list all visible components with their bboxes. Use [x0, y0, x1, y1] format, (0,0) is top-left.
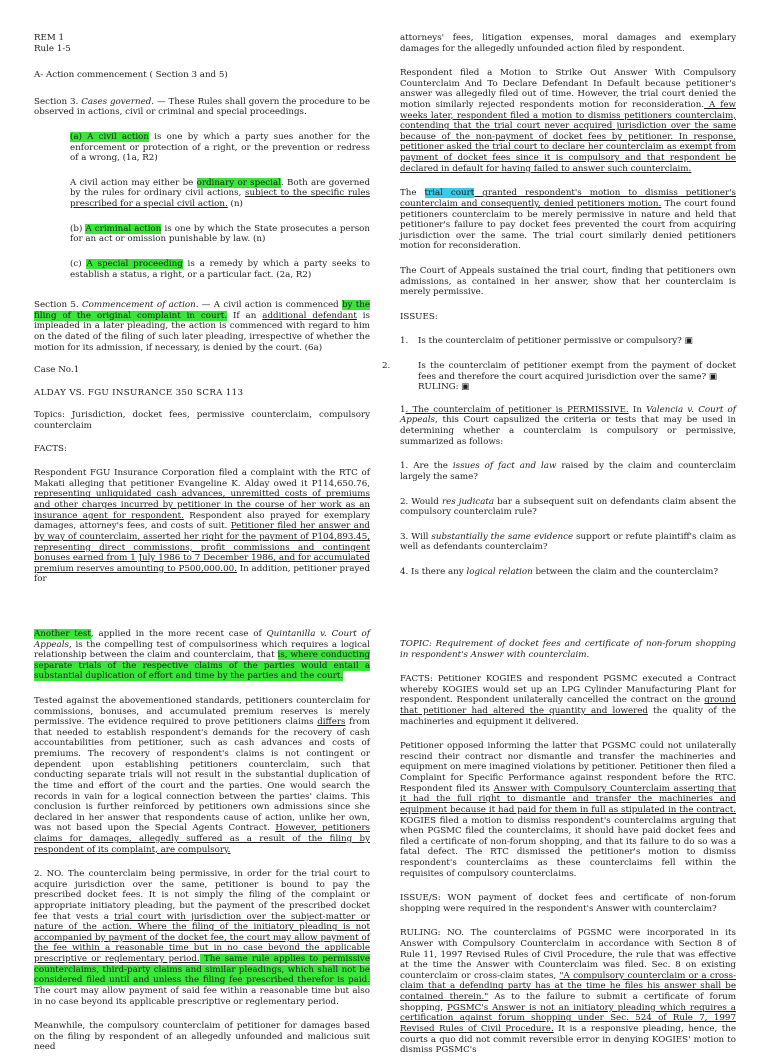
section-5-title: Commencement of action. [81, 300, 199, 311]
civil-kinds-text: A civil action may either be [70, 177, 197, 188]
opposed-text-a: Petitioner opposed informing the latter that PGSMC could not unilaterally rescind their contract nor dismantle and transfer the machineries and equipment on mere imagined violations by petitioner. Petitioner then filed a Complaint for Specific Performance against respondent before the RTC. Respondent filed its [400, 741, 736, 794]
trial-court-highlight: trial court [424, 188, 475, 199]
ruling-1-number: 1 [400, 404, 406, 415]
facts-text-a: Respondent FGU Insurance Corporation filed a complaint with the RTC of Makati alleging that petitioner Evangeline K. Alday owed it P114,650.76, [34, 468, 370, 489]
special-prefix: (c) [70, 258, 87, 269]
test-3-a: 3. Will [400, 531, 432, 542]
test-2-a: 2. Would [400, 496, 442, 507]
another-test-text-a: , applied in the more recent case of [90, 629, 267, 639]
section-5-highlight: by the filing of the original complaint in court. [34, 300, 370, 321]
criminal-action-label: A criminal action [85, 223, 162, 234]
ruling-1-paragraph [400, 405, 736, 447]
kogies-ruling-underline-2: PGSMC's Answer is not an initiatory pleading which requires a certification against forum shopping under Sec. 524 of Rule 7, 1997 Revised Rules of Civil Procedure. [400, 1002, 736, 1034]
another-test-paragraph [34, 629, 370, 682]
tested-underline: differs [317, 717, 346, 728]
topic-docket-fees: TOPIC: Requirement of docket fees and certificate of non-forum shopping in respondent's Answer with counterclaim. [400, 639, 736, 660]
left-column-top [34, 33, 370, 585]
special-proceeding-label: A special proceeding [86, 258, 183, 269]
ruling-label: RULING: [418, 382, 462, 393]
another-test-highlight: Another test [34, 629, 91, 639]
issue-2-text: Is the counterclaim of petitioner exempt from the payment of docket fees and therefore the court acquired jurisdiction over the same? [418, 361, 736, 382]
kogies-facts-underline: ground that petitioner had altered the quantity and lowered [400, 695, 736, 717]
motion-text: Respondent filed a Motion to Strike Out Answer With Compulsory Counterclaim And To Declare Defendant In Default because petitioner's answer was allegedly filed out of time. However, the trial court denied the motion similarly rejected respondents motion for reconsideration. [400, 68, 736, 111]
kogies-issue: ISSUE/S: WON payment of docket fees and certificate of non-forum shopping were required in the respondent's Answer with counterclaim? [400, 893, 736, 914]
ruling-1-underline: . The counterclaim of petitioner is PERMISSIVE. [405, 404, 629, 415]
case-number: Case No.1 [34, 365, 80, 376]
test-3-b: support or refute plaintiff's claim as well as defendants counterclaim? [400, 531, 736, 553]
facts-underline-1: representing unliquidated cash advances, unremitted costs of premiums and other charges incurred by petitioner in the course of her work as an insurance agent for respondent. [34, 489, 370, 521]
test-4-italic: logical relation [466, 566, 533, 577]
criminal-action-body: is one by which the State prosecutes a person for an act or omission punishable by law. (n) [70, 223, 370, 245]
test-1-italic: issues of fact and law [452, 461, 557, 472]
issue-1-number: 1. [400, 336, 409, 347]
test-2-b: bar a subsequent suit on defendants claim absent the compulsory counterclaim rule? [400, 496, 736, 518]
case-topics: Topics: Jurisdiction, docket fees, permissive counterclaim, compulsory counterclaim [34, 410, 370, 432]
issue-1 [400, 336, 736, 347]
special-proceeding-definition [70, 259, 370, 280]
issue-1-text: Is the counterclaim of petitioner permissive or compulsory? [418, 336, 685, 347]
right-column-bottom [400, 639, 736, 1056]
section-3-label: Section 3. [34, 96, 79, 107]
compelling-test-highlight: is, where conducting separate trials of the respective claims of the parties would entail a substantial duplication of effort and time by the parties and the court. [34, 650, 370, 682]
issue-2-number: 2. [382, 361, 391, 372]
section-5-text-3: is impleaded in a later pleading, the action is commenced with regard to him on the dated of the filing of such later pleading, irrespective of whether the motion for its admission, if necessary, is denied by the court. (6a) [34, 310, 370, 353]
issues-heading: ISSUES: [400, 311, 438, 322]
kogies-facts-text-b: the quality of the machineries and equipment it delivered. [400, 706, 736, 727]
civil-kinds-end: (n) [227, 199, 243, 210]
box-glyph-icon: ▣ [684, 336, 693, 347]
box-glyph-icon: ▣ [708, 371, 718, 382]
quintanilla-case-name: Quintanilla v. Court of Appeals [34, 629, 370, 650]
rule-heading: Rule 1-5 [34, 43, 71, 54]
motion-underline: A few weeks later, respondent filed a motion to dismiss petitioners counterclaim, contending that the trial court never acquired jurisdiction over the same because of the non-payment of docket fees by petitioner. In response, petitioner asked the trial court to declare her counterclaim as exempt from payment of docket fees since it is compulsory and that respondent be declared in default for having failed to answer such counterclaim. [400, 100, 736, 174]
ruling-2-underline: trial court with jurisdiction over the subject-matter or nature of the action. Where the filing of the initiatory pleading is not accompanied by payment of the docket fee, the court may allow payment of the fee within a reasonable time but in no case beyond the applicable prescriptive or reglementary period. [34, 911, 370, 965]
section-3-title: Cases governed. [81, 96, 155, 107]
tested-text-a: Tested against the abovementioned standards, petitioners counterclaim for commissions, bonuses, and accumulated premium reserves is merely permissive. The evidence required to prove petitioners claims [34, 696, 370, 728]
motion-paragraph [400, 68, 736, 174]
test-4-a: 4. Is there any [400, 566, 467, 577]
another-test-text-b: , is the compelling test of compulsoriness which requires a logical relationship between the claim and counterclaim, that [34, 639, 370, 661]
tested-text-b: from that needed to establish respondent's demands for the recovery of cash accountabilities from petitioner, such as cash advances and costs of premiums. The recovery of respondent's claims is not contingent or dependent upon establishing petitioners counterclaim, such that conducting separate trials will not result in the substantial duplication of the time and effort of the court and the parties. One would search the records in vain for a logical connection between the parties' claims. This conclusion is further reinforced by petitioners own admissions since she declared in her answer that respondents cause of action, unlike her own, was not based upon the Special Agents Contract. [34, 717, 370, 834]
trial-court-rest: The court found petitioners counterclaim to be merely permissive in nature and held that petitioner's failure to pay docket fees prevented the court from acquiring jurisdiction over the same. The trial court similarly denied petitioners motion for reconsideration. [400, 198, 736, 252]
civil-action-body: is one by which a party sues another for the enforcement or protection of a right, or the prevention or redress of a wrong, (1a, R2) [70, 132, 370, 164]
opposed-text-b: KOGIES filed a motion to dismiss respondent's counterclaims arguing that when PGSMC filed the counterclaims, it should have paid docket fees and filed a certificate of non-forum shopping, and that its failure to do so was a fatal defect. The RTC dismissed the petitioner's motion to dismiss respondent's counterclaims as these counterclaims fell within the requisites of compulsory counterclaims. [400, 815, 736, 879]
section-5-underline: additional defendant [262, 310, 357, 321]
criminal-action-definition [70, 224, 370, 245]
left-column-bottom [34, 629, 370, 1053]
test-3-italic: substantially the same evidence [431, 531, 574, 542]
case-title: ALDAY VS. FGU INSURANCE 350 SCRA 113 [34, 387, 244, 398]
issue-2 [382, 361, 736, 393]
civil-kinds-highlight: ordinary or special [196, 177, 281, 188]
test-1 [400, 461, 736, 482]
civil-kinds-mid: . Both are governed by the rules for ordinary civil actions, [70, 177, 371, 199]
section-5-label: Section 5. [34, 300, 82, 311]
facts-underline-2: Petitioner filed her answer and by way of counterclaim, asserted her right for the payment of P104,893.45, representing direct commissions, profit commissions and contingent bonuses earned from 1 July 1986 to 7 December 1986, and for accumulated premium reserves amounting to P500,000.00. [34, 521, 370, 574]
test-2-italic: res judicata [441, 496, 495, 507]
special-proceeding-body: is a remedy by which a party seeks to establish a status, a right, or a particular fact. (2a, R2) [70, 258, 371, 280]
kogies-facts-text-a: FACTS: Petitioner KOGIES and respondent PGSMC executed a Contract whereby KOGIES would set up an LPG Cylinder Manufacturing Plant for respondent. Respondent unilaterally cancelled the contract on the [400, 674, 736, 706]
ruling-1-case-name: Valencia v. Court of Appeals [400, 404, 736, 426]
court-of-appeals-paragraph: The Court of Appeals sustained the trial court, finding that petitioners own admissions, as contained in her answer, show that her counterclaim is merely permissive. [400, 265, 736, 298]
trial-court-pre: The [400, 188, 425, 199]
tested-underline-2: However, petitioners claims for damages, allegedly suffered as a result of the filing by respondent of its complaint, are compulsory. [34, 823, 370, 855]
kogies-ruling-text-a: RULING: NO. The counterclaims of PGSMC were incorporated in its Answer with Compulsory Counterclaim in accordance with Section 8 of Rule 11, 1997 Revised Rules of Civil Procedure, the rule that was effective at the time the Answer with Counterclaim was filed. Sec. 8 on existing counterclaim or cross-claim states, [400, 928, 736, 981]
facts-text-c: In addition, petitioner prayed for [34, 563, 371, 585]
facts-text-b: Respondent also prayed for exemplary damages, attorney's fees, and costs of suit. [34, 510, 370, 532]
civil-action-definition [70, 132, 370, 164]
box-glyph-icon: ▣ [461, 382, 470, 393]
facts-heading: FACTS: [34, 443, 67, 454]
section-5-text-1: — A civil action is commenced [198, 300, 342, 311]
test-3 [400, 532, 736, 553]
subject-heading: REM 1 [34, 33, 65, 43]
test-4-b: between the claim and the counterclaim? [532, 566, 718, 577]
ruling-1-text-a: In [628, 404, 647, 415]
kogies-ruling-text-b: As to the failure to submit a certificate of forum shopping, [400, 992, 736, 1013]
kogies-facts-paragraph [400, 674, 736, 727]
opposed-underline: Answer with Compulsory Counterclaim asserting that it had the full right to dismantle and transfer the machineries and equipment because it had paid for them in full as stipulated in the contract. [400, 783, 737, 815]
ruling-2-text-a: 2. NO. The counterclaim being permissive, in order for the trial court to acquire jurisdiction over the same, petitioner is bound to pay the prescribed docket fees. It is not simply the filing of the complaint or appropriate initiatory pleading, but the payment of the prescribed docket fee that vests a [34, 869, 370, 922]
section-3-body: — These Rules shall govern the procedure to be observed in actions, civil or criminal and special proceedings. [34, 96, 371, 118]
criminal-prefix: (b) [70, 223, 86, 234]
section-3-paragraph [34, 97, 370, 118]
civil-kinds-underline: subject to the specific rules prescribed for a special civil action. [70, 188, 370, 210]
test-1-a: 1. Are the [400, 461, 453, 472]
ruling-2-paragraph [34, 869, 370, 1007]
test-4 [400, 567, 736, 578]
topic-a-heading: A- Action commencement ( Section 3 and 5) [34, 70, 228, 81]
petitioner-opposed-paragraph [400, 741, 736, 879]
meanwhile-paragraph: Meanwhile, the compulsory counterclaim of petitioner for damages based on the filing by respondent of an allegedly unfounded and malicious suit need [34, 1021, 370, 1053]
tested-against-paragraph [34, 696, 370, 855]
section-5-text-2: If an [227, 310, 263, 321]
section-5-paragraph [34, 300, 370, 353]
trial-court-paragraph [400, 188, 736, 252]
kogies-ruling-underline-1: "A compulsory counterclaim or a cross-claim that a defending party has at the time he files his answer shall be contained therein." [400, 970, 736, 1003]
case-facts-paragraph [34, 468, 370, 585]
ruling-2-text-b: The court may allow payment of said fee within a reasonable time but also in no case beyond its applicable prescriptive or reglementary period. [34, 985, 370, 1007]
test-2 [400, 497, 736, 518]
kogies-ruling-text-c: It is a responsive pleading, hence, the courts a quo did not commit reversible error in denying KOGIES' motion to dismiss PGSMC's [400, 1023, 736, 1056]
civil-action-kinds [70, 178, 370, 210]
kogies-ruling-paragraph [400, 928, 736, 1055]
continued-paragraph: attorneys' fees, litigation expenses, moral damages and exemplary damages for the allegedly unfounded action filed by respondent. [400, 33, 736, 54]
trial-court-underline: granted respondent's motion to dismiss petitioner's counterclaim and consequently, denied petitioners motion. [400, 188, 737, 209]
ruling-2-highlight: The same rule applies to permissive counterclaims, third-party claims and similar pleadings, which shall not be considered filed until and unless the filing fee prescribed therefor is paid. [34, 954, 370, 986]
civil-action-label: (a) A civil action [70, 132, 149, 143]
test-1-b: raised by the claim and counterclaim largely the same? [400, 461, 736, 482]
right-column-top [382, 33, 737, 578]
ruling-1-text-b: , this Court capsulized the criteria or tests that may be used in determining whether a counterclaim is compulsory or permissive, summarized as follows: [400, 415, 736, 447]
